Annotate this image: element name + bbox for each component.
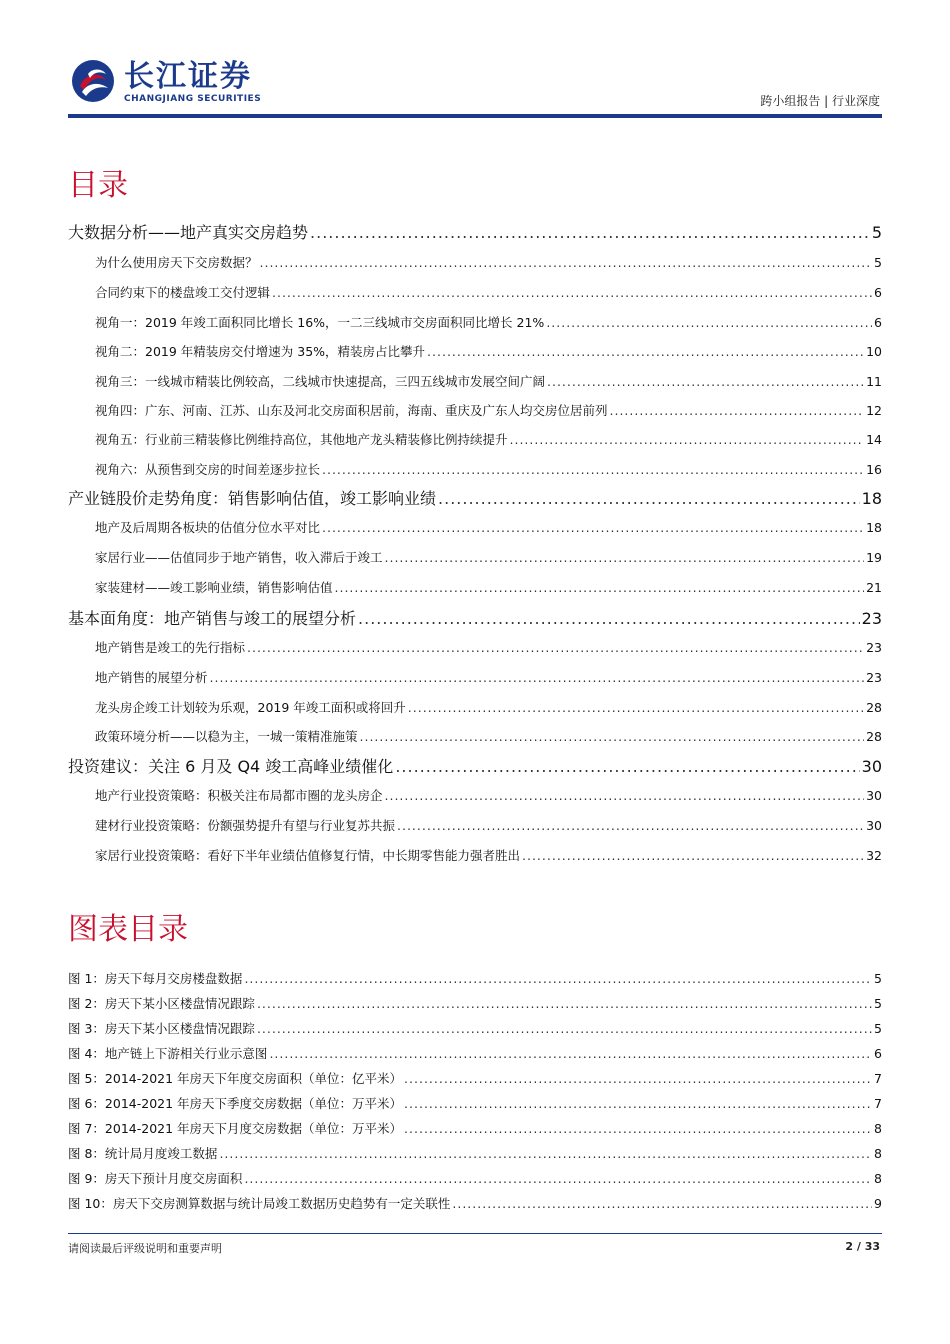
toc-entry-text: 政策环境分析——以稳为主，一城一策精准施策 <box>95 729 358 744</box>
toc-section-entry[interactable] <box>68 786 882 804</box>
toc-leader-dots <box>610 403 865 418</box>
figure-toc-entry[interactable] <box>68 1144 882 1162</box>
toc-leader-dots <box>522 848 864 863</box>
toc-leader-dots <box>385 788 865 803</box>
toc-entry-text: 视角一：2019 年竣工面积同比增长 16%，一二三线城市交房面积同比增长 21% <box>95 315 545 330</box>
figure-leader-dots <box>269 1046 872 1061</box>
toc-leader-dots <box>335 580 865 595</box>
toc-leader-dots <box>510 432 865 447</box>
toc-section-entry[interactable] <box>68 313 882 331</box>
toc-section-entry[interactable] <box>68 460 882 478</box>
toc-section-entry[interactable] <box>68 638 882 656</box>
toc-leader-dots <box>360 729 865 744</box>
toc-entry-text: 视角四：广东、河南、江苏、山东及河北交房面积居前，海南、重庆及广东人均交房位居前列 <box>95 403 608 418</box>
toc-entry-page: 16 <box>866 462 882 477</box>
toc-section-entry[interactable] <box>68 518 882 536</box>
page-number: 2 / 33 <box>845 1240 880 1253</box>
toc-entry-page: 5 <box>874 255 882 270</box>
toc-section-entry[interactable] <box>68 578 882 596</box>
figure-entry-page: 8 <box>874 1171 882 1186</box>
figure-entry-page: 5 <box>874 1021 882 1036</box>
toc-entry-page: 6 <box>874 315 882 330</box>
figure-toc-entry[interactable] <box>68 1169 882 1187</box>
toc-leader-dots <box>547 374 864 389</box>
toc-leader-dots <box>395 757 859 776</box>
toc-entry-text: 地产销售是竣工的先行指标 <box>95 640 246 655</box>
toc-leader-dots <box>322 520 864 535</box>
toc-entry-page: 28 <box>866 700 882 715</box>
toc-entry-page: 12 <box>866 403 882 418</box>
figure-leader-dots <box>404 1071 872 1086</box>
logo-chinese-name: 长江证券 <box>124 59 252 94</box>
toc-entry-page: 11 <box>866 374 882 389</box>
toc-leader-dots <box>397 818 864 833</box>
toc-entry-page: 18 <box>866 520 882 535</box>
toc-chapter-entry[interactable] <box>68 220 882 243</box>
toc-entry-text: 合同约束下的楼盘竣工交付逻辑 <box>95 285 271 300</box>
toc-section-entry[interactable] <box>68 283 882 301</box>
figure-toc-entry[interactable] <box>68 1119 882 1137</box>
figure-entry-text: 图 1：房天下每月交房楼盘数据 <box>68 971 243 986</box>
toc-section-entry[interactable] <box>68 668 882 686</box>
toc-entry-page: 23 <box>861 609 882 628</box>
toc-leader-dots <box>438 489 860 508</box>
figure-entry-page: 8 <box>874 1146 882 1161</box>
toc-section-entry[interactable] <box>68 342 882 360</box>
footer-divider <box>68 1233 882 1234</box>
toc-section-entry[interactable] <box>68 698 882 716</box>
toc-entry-text: 龙头房企竣工计划较为乐观，2019 年竣工面积或将回升 <box>95 700 406 715</box>
toc-leader-dots <box>210 670 865 685</box>
toc-entry-text: 视角二：2019 年精装房交付增速为 35%，精装房占比攀升 <box>95 344 426 359</box>
toc-entry-text: 建材行业投资策略：份额强势提升有望与行业复苏共振 <box>95 818 396 833</box>
figure-toc-entry[interactable] <box>68 994 882 1012</box>
toc-entry-text: 视角五：行业前三精装修比例维持高位，其他地产龙头精装修比例持续提升 <box>95 432 508 447</box>
figure-entry-text: 图 8：统计局月度竣工数据 <box>68 1146 218 1161</box>
figure-toc-entry[interactable] <box>68 1044 882 1062</box>
toc-leader-dots <box>546 315 872 330</box>
figure-leader-dots <box>257 1021 872 1036</box>
figure-entry-text: 图 7：2014-2021 年房天下月度交房数据（单位：万平米） <box>68 1121 403 1136</box>
toc-chapter-entry[interactable] <box>68 754 882 777</box>
toc-leader-dots <box>385 550 865 565</box>
toc-entry-text: 家居行业——估值同步于地产销售，收入滞后于竣工 <box>95 550 383 565</box>
toc-leader-dots <box>247 640 864 655</box>
toc-entry-page: 30 <box>866 788 882 803</box>
figure-entry-page: 6 <box>874 1046 882 1061</box>
toc-entry-page: 30 <box>866 818 882 833</box>
toc-entry-text: 视角六：从预售到交房的时间差逐步拉长 <box>95 462 321 477</box>
figure-entry-page: 5 <box>874 996 882 1011</box>
toc-entry-page: 23 <box>866 640 882 655</box>
toc-leader-dots <box>408 700 864 715</box>
toc-entry-page: 23 <box>866 670 882 685</box>
toc-entry-text: 投资建议：关注 6 月及 Q4 竣工高峰业绩催化 <box>68 757 394 776</box>
figure-toc-entry[interactable] <box>68 969 882 987</box>
toc-entry-page: 32 <box>866 848 882 863</box>
logo-english-name: CHANGJIANG SECURITIES <box>124 94 262 104</box>
toc-entry-page: 28 <box>866 729 882 744</box>
toc-entry-text: 视角三：一线城市精装比例较高，二线城市快速提高，三四五线城市发展空间广阔 <box>95 374 546 389</box>
toc-section-entry[interactable] <box>68 253 882 271</box>
figure-entry-text: 图 3：房天下某小区楼盘情况跟踪 <box>68 1021 255 1036</box>
figure-entry-page: 5 <box>874 971 882 986</box>
figure-leader-dots <box>244 971 872 986</box>
toc-leader-dots <box>322 462 864 477</box>
toc-entry-page: 19 <box>866 550 882 565</box>
toc-entry-page: 5 <box>871 223 882 242</box>
figure-entry-page: 8 <box>874 1121 882 1136</box>
company-logo <box>70 58 285 110</box>
figure-entry-page: 7 <box>874 1096 882 1111</box>
figure-leader-dots <box>452 1196 872 1211</box>
toc-entry-page: 30 <box>861 757 882 776</box>
toc-leader-dots <box>358 609 860 628</box>
toc-entry-text: 基本面角度：地产销售与竣工的展望分析 <box>68 609 357 628</box>
figure-entry-text: 图 5：2014-2021 年房天下年度交房面积（单位：亿平米） <box>68 1071 403 1086</box>
toc-leader-dots <box>310 223 870 242</box>
figure-toc-title: 图表目录 <box>68 912 188 947</box>
toc-leader-dots <box>427 344 864 359</box>
figure-leader-dots <box>404 1096 872 1111</box>
figure-leader-dots <box>219 1146 872 1161</box>
toc-entry-text: 地产及后周期各板块的估值分位水平对比 <box>95 520 321 535</box>
figure-toc-entry[interactable] <box>68 1019 882 1037</box>
figure-entry-page: 7 <box>874 1071 882 1086</box>
changjiang-logo-icon <box>70 58 116 104</box>
figure-entry-page: 9 <box>874 1196 882 1211</box>
toc-section-entry[interactable] <box>68 816 882 834</box>
toc-title: 目录 <box>68 168 128 203</box>
figure-entry-text: 图 10：房天下交房测算数据与统计局竣工数据历史趋势有一定关联性 <box>68 1196 451 1211</box>
figure-toc-entry[interactable] <box>68 1094 882 1112</box>
toc-entry-text: 产业链股价走势角度：销售影响估值，竣工影响业绩 <box>68 489 437 508</box>
toc-entry-text: 家装建材——竣工影响业绩，销售影响估值 <box>95 580 333 595</box>
toc-chapter-entry[interactable] <box>68 606 882 629</box>
figure-leader-dots <box>257 996 872 1011</box>
toc-entry-text: 大数据分析——地产真实交房趋势 <box>68 223 309 242</box>
toc-section-entry[interactable] <box>68 372 882 390</box>
toc-chapter-entry[interactable] <box>68 486 882 509</box>
report-tag: 跨小组报告 | 行业深度 <box>760 94 880 108</box>
header-divider <box>68 114 882 118</box>
toc-entry-text: 家居行业投资策略：看好下半年业绩估值修复行情，中长期零售能力强者胜出 <box>95 848 521 863</box>
toc-section-entry[interactable] <box>68 401 882 419</box>
toc-section-entry[interactable] <box>68 846 882 864</box>
toc-entry-page: 6 <box>874 285 882 300</box>
toc-entry-text: 为什么使用房天下交房数据？ <box>95 255 258 270</box>
figure-entry-text: 图 6：2014-2021 年房天下季度交房数据（单位：万平米） <box>68 1096 403 1111</box>
figure-entry-text: 图 9：房天下预计月度交房面积 <box>68 1171 243 1186</box>
figure-leader-dots <box>404 1121 872 1136</box>
toc-section-entry[interactable] <box>68 548 882 566</box>
toc-leader-dots <box>272 285 872 300</box>
figure-entry-text: 图 4：地产链上下游相关行业示意图 <box>68 1046 268 1061</box>
figure-toc-entry[interactable] <box>68 1194 882 1212</box>
figure-entry-text: 图 2：房天下某小区楼盘情况跟踪 <box>68 996 255 1011</box>
toc-entry-page: 21 <box>866 580 882 595</box>
toc-entry-page: 14 <box>866 432 882 447</box>
toc-entry-page: 10 <box>866 344 882 359</box>
toc-entry-text: 地产行业投资策略：积极关注布局都市圈的龙头房企 <box>95 788 383 803</box>
toc-entry-page: 18 <box>861 489 882 508</box>
figure-leader-dots <box>244 1171 872 1186</box>
figure-toc-entry[interactable] <box>68 1069 882 1087</box>
toc-entry-text: 地产销售的展望分析 <box>95 670 208 685</box>
toc-leader-dots <box>260 255 873 270</box>
footer-disclaimer: 请阅读最后评级说明和重要声明 <box>68 1242 222 1255</box>
toc-section-entry[interactable] <box>68 430 882 448</box>
toc-section-entry[interactable] <box>68 727 882 745</box>
